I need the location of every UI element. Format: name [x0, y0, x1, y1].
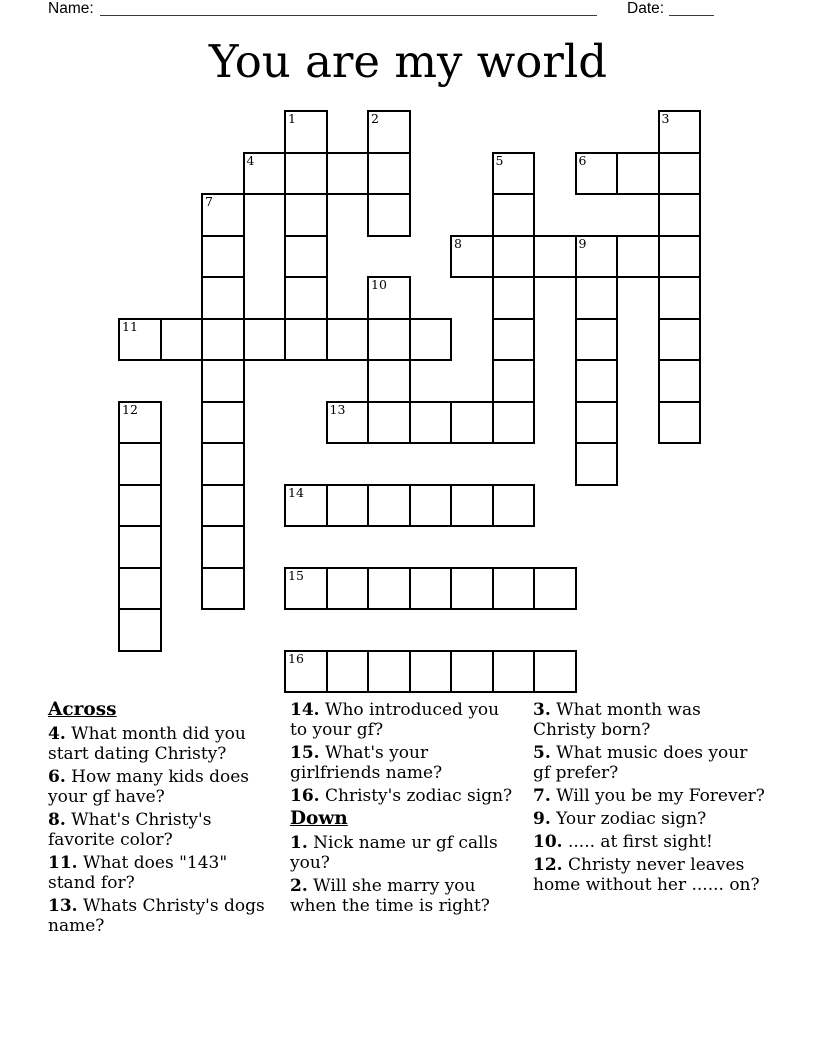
grid-cell[interactable] — [409, 650, 453, 694]
grid-cell[interactable] — [367, 193, 411, 237]
cell-number: 9 — [578, 235, 587, 251]
clue-number: 10. — [533, 832, 563, 852]
grid-cell[interactable] — [575, 235, 619, 279]
grid-cell[interactable] — [409, 567, 453, 611]
grid-cell[interactable] — [492, 359, 536, 403]
name-blank-line — [100, 0, 597, 16]
grid-cell[interactable] — [409, 484, 453, 528]
clue-number: 4. — [48, 724, 66, 744]
grid-cell[interactable] — [492, 235, 536, 279]
grid-cell[interactable] — [284, 567, 328, 611]
across-header: Across — [48, 699, 117, 720]
cell-number: 12 — [122, 401, 138, 417]
grid-cell[interactable] — [658, 318, 702, 362]
clue-item: 9. Your zodiac sign? — [533, 809, 707, 829]
grid-cell[interactable] — [201, 401, 245, 445]
clue-number: 1. — [290, 833, 308, 853]
grid-cell[interactable] — [367, 318, 411, 362]
date-label: Date: — [627, 0, 665, 17]
grid-cell[interactable] — [284, 276, 328, 320]
clue-number: 6. — [48, 767, 66, 787]
grid-cell[interactable] — [658, 193, 702, 237]
date-blank-line — [669, 0, 714, 16]
grid-cell[interactable] — [450, 650, 494, 694]
page-title: You are my world — [208, 35, 608, 88]
cell-number: 10 — [371, 277, 387, 292]
grid-cell[interactable] — [658, 359, 702, 403]
grid-cell[interactable] — [284, 152, 328, 196]
grid-cell[interactable] — [201, 235, 245, 279]
grid-cell[interactable] — [284, 235, 328, 279]
clue-item: 15. What's your girlfriends name? — [290, 743, 443, 783]
clue-item: 13. Whats Christy's dogs name? — [48, 896, 265, 936]
clue-item: 2. Will she marry you when the time is right? — [290, 876, 490, 916]
cell-number: 3 — [661, 111, 670, 126]
grid-cell[interactable] — [616, 152, 660, 196]
grid-cell[interactable] — [367, 110, 411, 154]
grid-cell[interactable] — [575, 152, 619, 196]
grid-cell[interactable] — [201, 442, 245, 486]
clue-column — [290, 700, 518, 919]
grid-cell[interactable] — [284, 318, 328, 362]
grid-cell[interactable] — [201, 318, 245, 362]
cell-number: 6 — [578, 152, 587, 168]
grid-cell[interactable] — [450, 401, 494, 445]
cell-number: 13 — [329, 401, 346, 417]
grid-cell[interactable] — [118, 608, 162, 652]
clue-number: 13. — [48, 896, 78, 916]
grid-cell[interactable] — [243, 152, 287, 196]
grid-cell[interactable] — [118, 442, 162, 486]
grid-cell[interactable] — [201, 359, 245, 403]
grid-cell[interactable] — [284, 110, 328, 154]
cell-number: 5 — [495, 152, 504, 168]
grid-cell[interactable] — [492, 567, 536, 611]
clue-number: 2. — [290, 876, 308, 896]
clue-number: 7. — [533, 786, 551, 806]
grid-cell[interactable] — [658, 110, 702, 154]
grid-cell[interactable] — [409, 318, 453, 362]
grid-cell[interactable] — [575, 276, 619, 320]
grid-cell[interactable] — [118, 567, 162, 611]
clue-number: 8. — [48, 810, 66, 830]
name-label: Name: — [48, 0, 94, 17]
clue-number: 15. — [290, 743, 320, 763]
grid-cell[interactable] — [533, 650, 577, 694]
grid-cell[interactable] — [326, 318, 370, 362]
grid-cell[interactable] — [575, 359, 619, 403]
grid-cell[interactable] — [118, 401, 162, 445]
clue-item: 4. What month did you start dating Christy? — [48, 724, 246, 764]
grid-cell[interactable] — [533, 567, 577, 611]
grid-cell[interactable] — [367, 567, 411, 611]
clue-item: 8. What's Christy's favorite color? — [48, 810, 212, 850]
cell-number: 4 — [246, 152, 255, 168]
clue-column — [533, 700, 768, 898]
grid-cell[interactable] — [658, 401, 702, 445]
clue-item: 6. How many kids does your gf have? — [48, 767, 250, 807]
grid-cell[interactable] — [658, 235, 702, 279]
clue-number: 9. — [533, 809, 551, 829]
grid-cell[interactable] — [658, 152, 702, 196]
grid-cell[interactable] — [367, 152, 411, 196]
clue-item: 16. Christy's zodiac sign? — [290, 786, 513, 806]
grid-cell[interactable] — [326, 484, 370, 528]
grid-cell[interactable] — [284, 484, 328, 528]
grid-cell[interactable] — [492, 484, 536, 528]
cell-number: 16 — [288, 650, 304, 666]
clue-item: 10. ..... at first sight! — [533, 832, 713, 852]
clue-item: 5. What music does your gf prefer? — [533, 743, 748, 783]
grid-cell[interactable] — [326, 650, 370, 694]
cell-number: 15 — [288, 567, 304, 583]
grid-cell[interactable] — [326, 152, 370, 196]
clue-item: 12. Christy never leaves home without her ...... on? — [533, 855, 760, 895]
grid-cell[interactable] — [326, 567, 370, 611]
grid-cell[interactable] — [492, 401, 536, 445]
grid-cell[interactable] — [533, 235, 577, 279]
grid-cell[interactable] — [450, 567, 494, 611]
grid-cell[interactable] — [367, 650, 411, 694]
grid-cell[interactable] — [118, 318, 162, 362]
grid-cell[interactable] — [201, 276, 245, 320]
clue-number: 16. — [290, 786, 320, 806]
grid-cell[interactable] — [492, 276, 536, 320]
cell-number: 7 — [205, 194, 213, 209]
grid-cell[interactable] — [201, 567, 245, 611]
grid-cell[interactable] — [367, 359, 411, 403]
clue-number: 3. — [533, 700, 551, 720]
grid-cell[interactable] — [575, 401, 619, 445]
clue-number: 12. — [533, 855, 563, 875]
clue-item: 11. What does "143" stand for? — [48, 853, 228, 893]
cell-number: 8 — [454, 235, 462, 251]
grid-cell[interactable] — [367, 484, 411, 528]
grid-cell[interactable] — [450, 484, 494, 528]
grid-cell[interactable] — [492, 650, 536, 694]
clue-item: 14. Who introduced you to your gf? — [290, 700, 500, 740]
clue-number: 14. — [290, 700, 320, 720]
cell-number: 14 — [288, 484, 304, 500]
clue-item: 7. Will you be my Forever? — [533, 786, 765, 806]
clue-item: 1. Nick name ur gf calls you? — [290, 833, 498, 873]
grid-cell[interactable] — [616, 235, 660, 279]
grid-cell[interactable] — [201, 484, 245, 528]
grid-cell[interactable] — [492, 152, 536, 196]
grid-cell[interactable] — [492, 318, 536, 362]
grid-cell[interactable] — [118, 484, 162, 528]
grid-cell[interactable] — [284, 650, 328, 694]
clue-column — [48, 700, 278, 939]
grid-cell[interactable] — [118, 525, 162, 569]
down-header: Down — [290, 808, 348, 829]
grid-cell[interactable] — [201, 193, 245, 237]
grid-cell[interactable] — [575, 442, 619, 486]
cell-number: 11 — [122, 318, 138, 334]
grid-cell[interactable] — [409, 401, 453, 445]
grid-cell[interactable] — [201, 525, 245, 569]
grid-cell[interactable] — [658, 276, 702, 320]
grid-cell[interactable] — [367, 401, 411, 445]
grid-cell[interactable] — [326, 401, 370, 445]
grid-cell[interactable] — [367, 276, 411, 320]
grid-cell[interactable] — [243, 318, 287, 362]
clue-number: 11. — [48, 853, 78, 873]
cell-number: 1 — [288, 111, 296, 126]
grid-cell[interactable] — [160, 318, 204, 362]
cell-number: 2 — [371, 111, 379, 126]
grid-cell[interactable] — [575, 318, 619, 362]
clue-number: 5. — [533, 743, 551, 763]
grid-cell[interactable] — [450, 235, 494, 279]
clue-item: 3. What month was Christy born? — [533, 700, 701, 740]
grid-cell[interactable] — [284, 193, 328, 237]
grid-cell[interactable] — [492, 193, 536, 237]
